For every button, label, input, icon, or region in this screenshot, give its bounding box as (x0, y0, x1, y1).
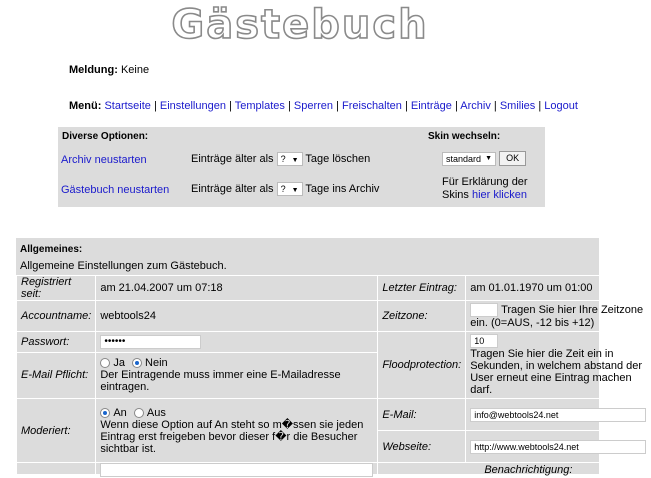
chevron-down-icon: ▼ (291, 187, 299, 194)
flood-label: Floodprotection: (378, 332, 466, 399)
menu-item-einstellungen[interactable]: Einstellungen (159, 100, 226, 112)
menu-item-eintraege[interactable]: Einträge (410, 100, 452, 112)
empty-cell (17, 463, 96, 478)
archive-days-value: ? (280, 184, 286, 194)
email-required-hint: Der Eintragende muss immer eine E-Mailadresse eintragen. (100, 369, 341, 394)
notify-input-cell (96, 463, 378, 478)
delete-days-select[interactable] (277, 152, 303, 166)
email-required-label: E-Mail Pflicht: (17, 352, 96, 398)
menu-label: Menü: (69, 100, 102, 112)
email-cell (466, 399, 651, 431)
skin-help (442, 176, 528, 202)
email-yes-label: Ja (113, 357, 125, 370)
menu-item-smilies[interactable]: Smilies (499, 100, 536, 112)
chevron-down-icon: ▼ (291, 157, 299, 164)
mod-off-label: Aus (146, 406, 166, 419)
last-entry-label: Letzter Eintrag: (378, 276, 466, 301)
registered-label: Registriert seit: (17, 276, 96, 301)
delete-days-value: ? (280, 154, 286, 164)
timezone-hint2: ein. (0=AUS, -12 bis +12) (470, 317, 595, 329)
skin-row (442, 151, 526, 166)
message-label: Meldung: (69, 64, 118, 76)
moderated-on-radio[interactable] (100, 408, 110, 418)
registered-value: am 21.04.2007 um 07:18 (96, 276, 378, 301)
logo-text: Gästebuch (171, 2, 429, 48)
notify-label: Benachrichtigung: (378, 463, 651, 478)
mod-on-label: An (113, 406, 127, 419)
skin-select[interactable] (442, 152, 496, 166)
message-value: Keine (120, 64, 150, 76)
menu-item-archiv[interactable]: Archiv (460, 100, 491, 112)
flood-hint: Tragen Sie hier die Zeit ein in Sekunden, in welchem abstand der User erneut eine Eintrag machen darf. (470, 348, 643, 396)
archive-old-suffix: Tage ins Archiv (305, 182, 380, 195)
general-settings-panel (16, 238, 644, 476)
skin-help-link[interactable]: hier klicken (471, 189, 527, 201)
table-row (17, 332, 651, 353)
password-label: Passwort: (17, 332, 96, 353)
notify-input[interactable] (100, 463, 373, 477)
password-cell (96, 332, 378, 353)
email-required-yes-radio[interactable] (100, 358, 110, 368)
archive-restart-link[interactable]: Archiv neustarten (61, 154, 147, 166)
website-input[interactable]: http://www.webtools24.net (470, 440, 646, 454)
menu-item-templates[interactable]: Templates (234, 100, 285, 112)
email-label: E-Mail: (378, 399, 466, 431)
skin-select-value: standard (446, 153, 482, 164)
table-row (17, 276, 651, 301)
moderated-cell (96, 399, 378, 463)
menu-item-logout[interactable]: Logout (544, 100, 578, 112)
website-cell (466, 431, 651, 463)
table-row (17, 301, 651, 332)
general-subtitle: Allgemeine Einstellungen zum Gästebuch. (20, 260, 227, 272)
skin-help-text2: Skins (442, 189, 469, 201)
delete-old-suffix: Tage löschen (305, 152, 371, 165)
website-label: Webseite: (378, 431, 466, 463)
flood-cell (466, 332, 651, 399)
guestbook-logo (0, 0, 600, 46)
moderated-hint: Wenn diese Option auf An steht so m�ssen sie jeden Eintrag erst freigeben bevor dieser f�r die Besucher sichtbar ist. (100, 418, 364, 455)
options-title: Diverse Optionen: (62, 131, 149, 142)
timezone-cell (466, 301, 651, 332)
table-row (17, 399, 651, 431)
menu-item-startseite[interactable]: Startseite (104, 100, 151, 112)
menu-item-freischalten[interactable]: Freischalten (342, 100, 402, 112)
email-input[interactable]: info@webtools24.net (470, 408, 646, 422)
email-no-label: Nein (145, 357, 168, 370)
chevron-down-icon: ▼ (485, 154, 492, 162)
message-line (69, 64, 149, 76)
skin-help-text: Für Erklärung der (442, 176, 528, 188)
skin-ok-button[interactable]: OK (499, 151, 526, 166)
timezone-input[interactable] (470, 303, 498, 317)
last-entry-value: am 01.01.1970 um 01:00 (466, 276, 651, 301)
delete-old-row (191, 152, 370, 166)
account-label: Accountname: (17, 301, 96, 332)
general-title: Allgemeines: (20, 244, 83, 255)
delete-old-prefix: Einträge älter als (191, 152, 274, 165)
moderated-off-radio[interactable] (134, 408, 144, 418)
archive-days-select[interactable] (277, 182, 303, 196)
timezone-label: Zeitzone: (378, 301, 466, 332)
skin-title: Skin wechseln: (428, 131, 501, 142)
settings-table (16, 275, 651, 478)
timezone-hint1: Tragen Sie hier Ihre Zeitzone (501, 303, 644, 316)
table-row (17, 463, 651, 478)
email-required-no-radio[interactable] (132, 358, 142, 368)
account-value: webtools24 (96, 301, 378, 332)
password-input[interactable]: •••••• (100, 335, 201, 349)
menu-item-sperren[interactable]: Sperren (293, 100, 334, 112)
guestbook-restart-link[interactable]: Gästebuch neustarten (61, 184, 170, 196)
options-panel (58, 127, 545, 207)
moderated-label: Moderiert: (17, 399, 96, 463)
archive-old-row (191, 182, 379, 196)
flood-input[interactable]: 10 (470, 334, 498, 348)
archive-old-prefix: Einträge älter als (191, 182, 274, 195)
email-required-cell (96, 352, 378, 398)
main-menu: Menü: Startseite | Einstellungen | Templates | Sperren | Freischalten | Einträge | Archiv | Smilies | Logout (69, 100, 578, 112)
